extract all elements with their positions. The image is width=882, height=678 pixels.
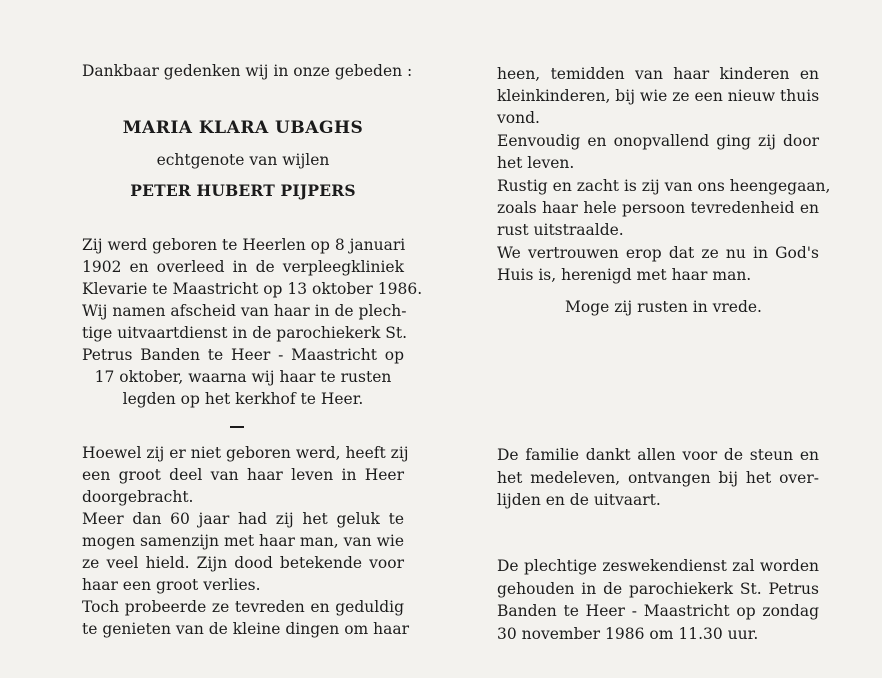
paragraph-line: vond. [497, 109, 540, 127]
divider-dash [230, 426, 244, 428]
paragraph-line: Meer dan 60 jaar had zij het geluk te [82, 510, 404, 528]
paragraph-line: 30 november 1986 om 11.30 uur. [497, 625, 759, 643]
paragraph-line: ze veel hield. Zijn dood betekende voor [82, 554, 404, 572]
paragraph-line: Huis is, herenigd met haar man. [497, 266, 752, 284]
paragraph-line: Petrus Banden te Heer - Maastricht op [82, 346, 404, 364]
paragraph-line: Klevarie te Maastricht op 13 oktober 1986. [82, 280, 423, 298]
spouse-name: PETER HUBERT PIJPERS [130, 181, 356, 200]
paragraph-line: het medeleven, ontvangen bij het over- [497, 469, 819, 487]
paragraph-line: Zij werd geboren te Heerlen op 8 januari [82, 236, 406, 254]
relation-text: echtgenote van wijlen [156, 151, 330, 169]
paragraph-line: Banden te Heer - Maastricht op zondag [497, 602, 819, 620]
rest-in-peace-line: Moge zij rusten in vrede. [565, 298, 762, 316]
paragraph-line: Toch probeerde ze tevreden en geduldig [82, 598, 404, 616]
paragraph-line: heen, temidden van haar kinderen en [497, 65, 819, 83]
paragraph-line: tige uitvaartdienst in de parochiekerk St. [82, 324, 408, 342]
paragraph-line: haar een groot verlies. [82, 576, 261, 594]
paragraph-line: De familie dankt allen voor de steun en [497, 446, 819, 464]
paragraph-line: zoals haar hele persoon tevredenheid en [497, 199, 819, 217]
paragraph-line: een groot deel van haar leven in Heer [82, 466, 404, 484]
paragraph-line: Hoewel zij er niet geboren werd, heeft zij [82, 444, 409, 462]
paragraph-line: mogen samenzijn met haar man, van wie [82, 532, 404, 550]
paragraph-line: Rustig en zacht is zij van ons heengegaan, [497, 177, 831, 195]
deceased-name: MARIA KLARA UBAGHS [122, 118, 364, 138]
paragraph-line: lijden en de uitvaart. [497, 491, 661, 509]
paragraph-line: doorgebracht. [82, 488, 194, 506]
paragraph-line: We vertrouwen erop dat ze nu in God's [497, 244, 819, 262]
paragraph-line: Wij namen afscheid van haar in de plech- [82, 302, 407, 320]
paragraph-line: rust uitstraalde. [497, 221, 624, 239]
paragraph-line: Eenvoudig en onopvallend ging zij door [497, 132, 819, 150]
paragraph-line: kleinkinderen, bij wie ze een nieuw thuis [497, 87, 820, 105]
paragraph-line: gehouden in de parochiekerk St. Petrus [497, 580, 819, 598]
paragraph-line: te genieten van de kleine dingen om haar [82, 620, 410, 638]
intro-text: Dankbaar gedenken wij in onze gebeden : [82, 62, 413, 80]
paragraph-line: 1902 en overleed in de verpleegkliniek [82, 258, 404, 276]
paragraph-line: legden op het kerkhof te Heer. [122, 390, 364, 408]
paragraph-line: 17 oktober, waarna wij haar te rusten [94, 368, 392, 386]
paragraph-line: het leven. [497, 154, 575, 172]
paragraph-line: De plechtige zeswekendienst zal worden [497, 557, 819, 575]
